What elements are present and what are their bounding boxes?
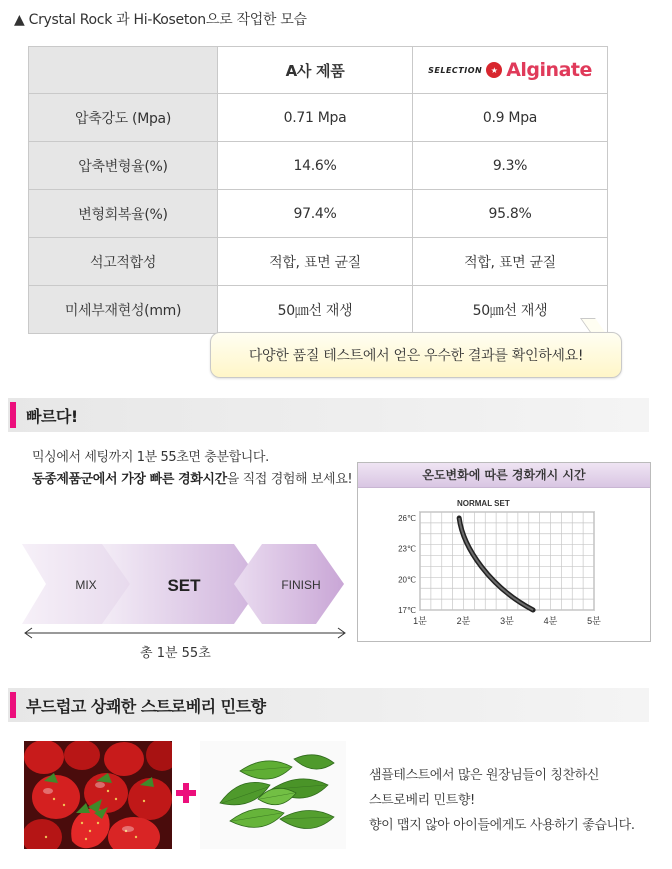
- column-header-alginate: [413, 47, 608, 94]
- mint-description: [369, 763, 635, 838]
- cell-a: 97.4%: [218, 190, 413, 238]
- x-tick-label: 5분: [587, 616, 601, 626]
- y-tick-label: 23℃: [398, 544, 416, 554]
- table-row: [29, 238, 608, 286]
- brand-prefix: SELECTION: [428, 65, 483, 75]
- table-corner-cell: [29, 47, 218, 94]
- cell-a: 14.6%: [218, 142, 413, 190]
- x-tick-label: 3분: [500, 616, 514, 626]
- timeline-arrow: [22, 624, 348, 642]
- section-marker: [10, 692, 16, 718]
- x-tick-label: 1분: [413, 616, 427, 626]
- alginate-brand: [428, 59, 592, 81]
- row-label: 변형회복율(%): [29, 190, 218, 238]
- y-tick-label: 17℃: [398, 606, 416, 615]
- section-bar-fast: [8, 398, 649, 432]
- speed-desc-line2: [32, 468, 352, 487]
- row-label: 미세부재현성(mm): [29, 286, 218, 334]
- table-row: [29, 190, 608, 238]
- result-bubble: 다양한 품질 테스트에서 얻은 우수한 결과를 확인하세요!: [210, 332, 622, 378]
- step-set-label: SET: [167, 576, 201, 595]
- speed-desc-rest: 을 직접 경험해 보세요!: [226, 472, 353, 487]
- mint-desc-line: 향이 맵지 않아 아이들에게도 사용하기 좋습니다.: [369, 818, 635, 833]
- chart-title: 온도변화에 따른 경화개시 시간: [358, 463, 650, 488]
- section-title-fast: 빠르다!: [26, 406, 78, 426]
- y-tick-label: 20℃: [398, 575, 416, 585]
- curing-chart: [358, 488, 650, 641]
- section-bar-mint: [8, 688, 649, 722]
- series-label: NORMAL SET: [456, 499, 510, 508]
- row-label: 압축강도 (Mpa): [29, 94, 218, 142]
- cell-a: 50㎛선 재생: [218, 286, 413, 334]
- plus-icon: [175, 782, 197, 804]
- section-title-mint: 부드럽고 상쾌한 스트로베리 민트향: [26, 696, 266, 716]
- cell-b: 9.3%: [413, 142, 608, 190]
- section-marker: [10, 402, 16, 428]
- cell-b: 적합, 표면 균질: [413, 238, 608, 286]
- cell-b: 95.8%: [413, 190, 608, 238]
- cell-b: 50㎛선 재생: [413, 286, 608, 334]
- y-tick-label: 26℃: [398, 514, 416, 523]
- table-row: [29, 94, 608, 142]
- table-row: [29, 142, 608, 190]
- table-row: [29, 286, 608, 334]
- curing-chart-box: [357, 462, 651, 642]
- speed-desc-bold: 동종제품군에서 가장 빠른 경화시간: [32, 472, 227, 487]
- process-arrows: [22, 544, 344, 624]
- cell-b: 0.9 Mpa: [413, 94, 608, 142]
- step-mix-label: MIX: [75, 578, 97, 592]
- mint-photo: [200, 741, 346, 849]
- x-tick-label: 4분: [543, 616, 558, 626]
- total-time-label: 총 1분 55초: [140, 646, 211, 661]
- top-caption: ▲ Crystal Rock 과 Hi-Koseton으로 작업한 모습: [14, 12, 307, 28]
- speed-desc-line1: 믹싱에서 세팅까지 1분 55초면 충분합니다.: [32, 450, 269, 465]
- row-label: 압축변형율(%): [29, 142, 218, 190]
- cell-a: 적합, 표면 균질: [218, 238, 413, 286]
- x-tick-label: 2분: [456, 616, 471, 626]
- mint-desc-line: 샘플테스트에서 많은 원장님들이 칭찬하신: [369, 768, 600, 783]
- brand-name: Alginate: [506, 59, 592, 82]
- strawberry-photo: [24, 741, 172, 849]
- cell-a: 0.71 Mpa: [218, 94, 413, 142]
- step-finish-label: FINISH: [281, 578, 321, 592]
- brand-logo-icon: ★: [486, 62, 502, 78]
- column-header-a: A사 제품: [218, 47, 413, 94]
- row-label: 석고적합성: [29, 238, 218, 286]
- table-header-row: [29, 47, 608, 94]
- comparison-table: [28, 46, 608, 334]
- mint-desc-line: 스트로베리 민트향!: [369, 793, 475, 808]
